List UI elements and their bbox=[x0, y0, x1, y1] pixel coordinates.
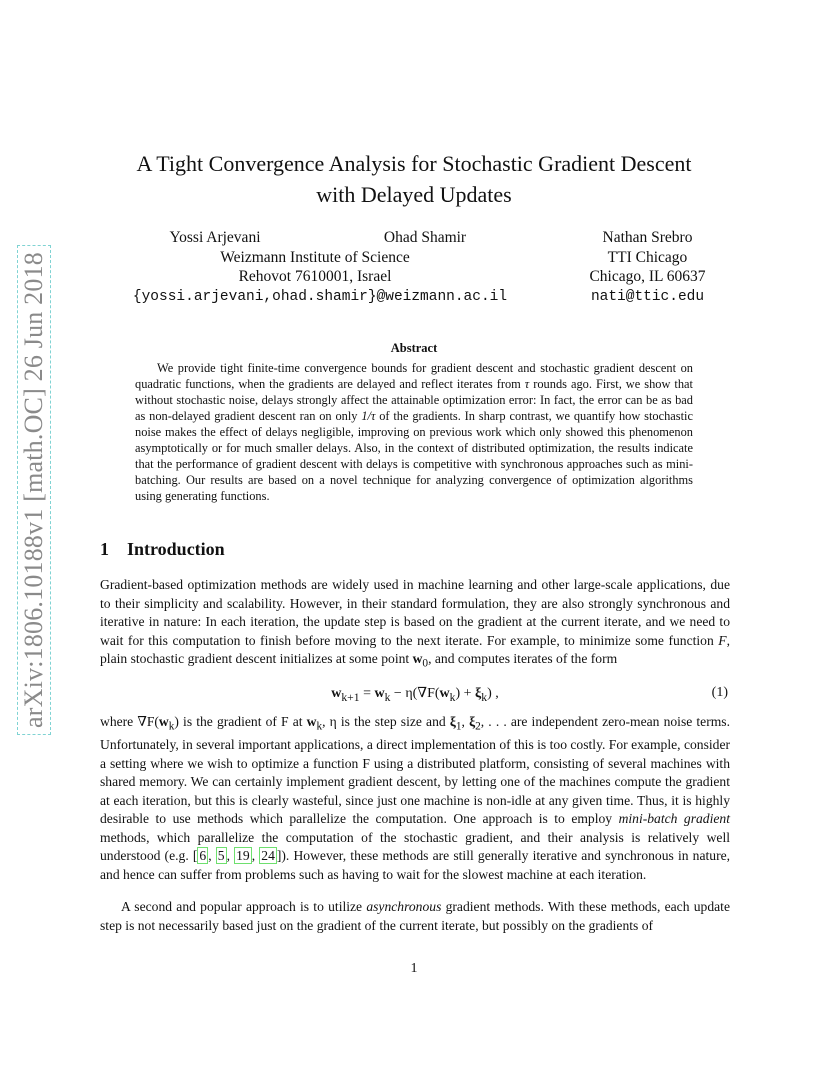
equation-1 bbox=[100, 685, 730, 705]
author-name-1: Yossi Arjevani bbox=[169, 229, 261, 246]
intro-paragraph-1: Gradient-based optimization methods are widely used in machine learning and other large-scale applications, due to their simplicity and scalability. However, in their standard formulation, they are also strongly synchronous and iterative in nature: In each iteration, the update step is based on the gradient at the current iterate, and we need to wait for this computation to finish before moving to the next iterate. For example, to minimize some function F, plain stochastic gradient descent initializes at some point $w_0$, and computes iterates of the form bbox=[100, 577, 730, 670]
author-email-3: nati@ttic.edu bbox=[590, 289, 705, 305]
equation-body: $w_{k+1} = w_k - \eta(\nabla F(w_k) + \xi_k)$ , bbox=[331, 686, 499, 704]
section-heading bbox=[100, 539, 225, 560]
citation-link[interactable]: 19 bbox=[236, 848, 250, 864]
intro-paragraph-3: A second and popular approach is to utilize asynchronous gradient methods. With these methods, each update step is not necessarily based just on the gradient of the current iterate, but possibly on the gradients of bbox=[100, 899, 730, 933]
author-email-1: {yossi.arjevani,ohad.shamir}@weizmann.ac.il bbox=[132, 289, 508, 305]
section-title: Introduction bbox=[127, 539, 225, 559]
author-address-1: Rehovot 7610001, Israel bbox=[238, 268, 392, 285]
equation-number: (1) bbox=[711, 685, 728, 700]
arxiv-identifier-stamp: arXiv:1806.10188v1 [math.OC] 26 Jun 2018 bbox=[17, 245, 51, 735]
author-name-2: Ohad Shamir bbox=[383, 229, 467, 246]
section-number: 1 bbox=[100, 539, 109, 559]
intro-paragraph-2: where $\nabla F(w_k)$ is the gradient of F at $w_k$, η is the step size and $\xi_1$, $\xi_2$, . . . are independent zero-mean noise terms. Unfortunately, in several important applications, a direct implementation of this is too costly. For example, consider a setting where we wish to optimize a function F using a distributed platform, consisting of several machines with shared memory. We can certainly implement gradient descent, by letting one of the machines compute the gradient at each iteration, but this is clearly wasteful, since just one machine is non-idle at any given time. Thus, it is highly desirable to use methods which parallelize the computation. One approach is to employ mini-batch gradient methods, which parallelize the computation of the stochastic gradient, and their analysis is relatively well understood (e.g. [ 6 , 5 , 19 , 24 ]). However, these methods are still generally iterative and synchronous in nature, and hence can suffer from problems such as having to wait for the slowest machine at each iteration. bbox=[100, 714, 731, 882]
author-address-3: Chicago, IL 60637 bbox=[589, 268, 706, 285]
citation-link[interactable]: 6 bbox=[199, 848, 207, 864]
title-line-1: A Tight Convergence Analysis for Stochastic Gradient Descent bbox=[136, 151, 692, 176]
citation-link[interactable]: 24 bbox=[261, 848, 275, 864]
abstract-heading: Abstract bbox=[390, 341, 438, 355]
page-number: 1 bbox=[410, 961, 418, 976]
author-affiliation-3: TTI Chicago bbox=[607, 249, 688, 266]
author-name-3: Nathan Srebro bbox=[602, 229, 693, 246]
citation-link[interactable]: 5 bbox=[217, 848, 225, 864]
abstract-body: We provide tight finite-time convergence bounds for gradient descent and stochastic gradient descent on quadratic functions, when the gradients are delayed and reflect iterates from τ rounds ago. First, we show that without stochastic noise, delays strongly affect the attainable optimization error: In fact, the error can be as bad as non-delayed gradient descent ran on only 1/τ of the gradients. In sharp contrast, we quantify how stochastic noise makes the effect of delays negligible, improving on previous work which only showed this phenomenon asymptotically or for much smaller delays. Also, in the context of distributed optimization, the results indicate that the performance of gradient descent with delays is competitive with synchronous approaches such as mini-batching. Our results are based on a novel technique for analyzing convergence of optimization algorithms using generating functions. bbox=[135, 361, 693, 503]
author-affiliation-1: Weizmann Institute of Science bbox=[220, 249, 410, 266]
paper-title bbox=[100, 148, 728, 210]
title-line-2: with Delayed Updates bbox=[316, 182, 512, 207]
